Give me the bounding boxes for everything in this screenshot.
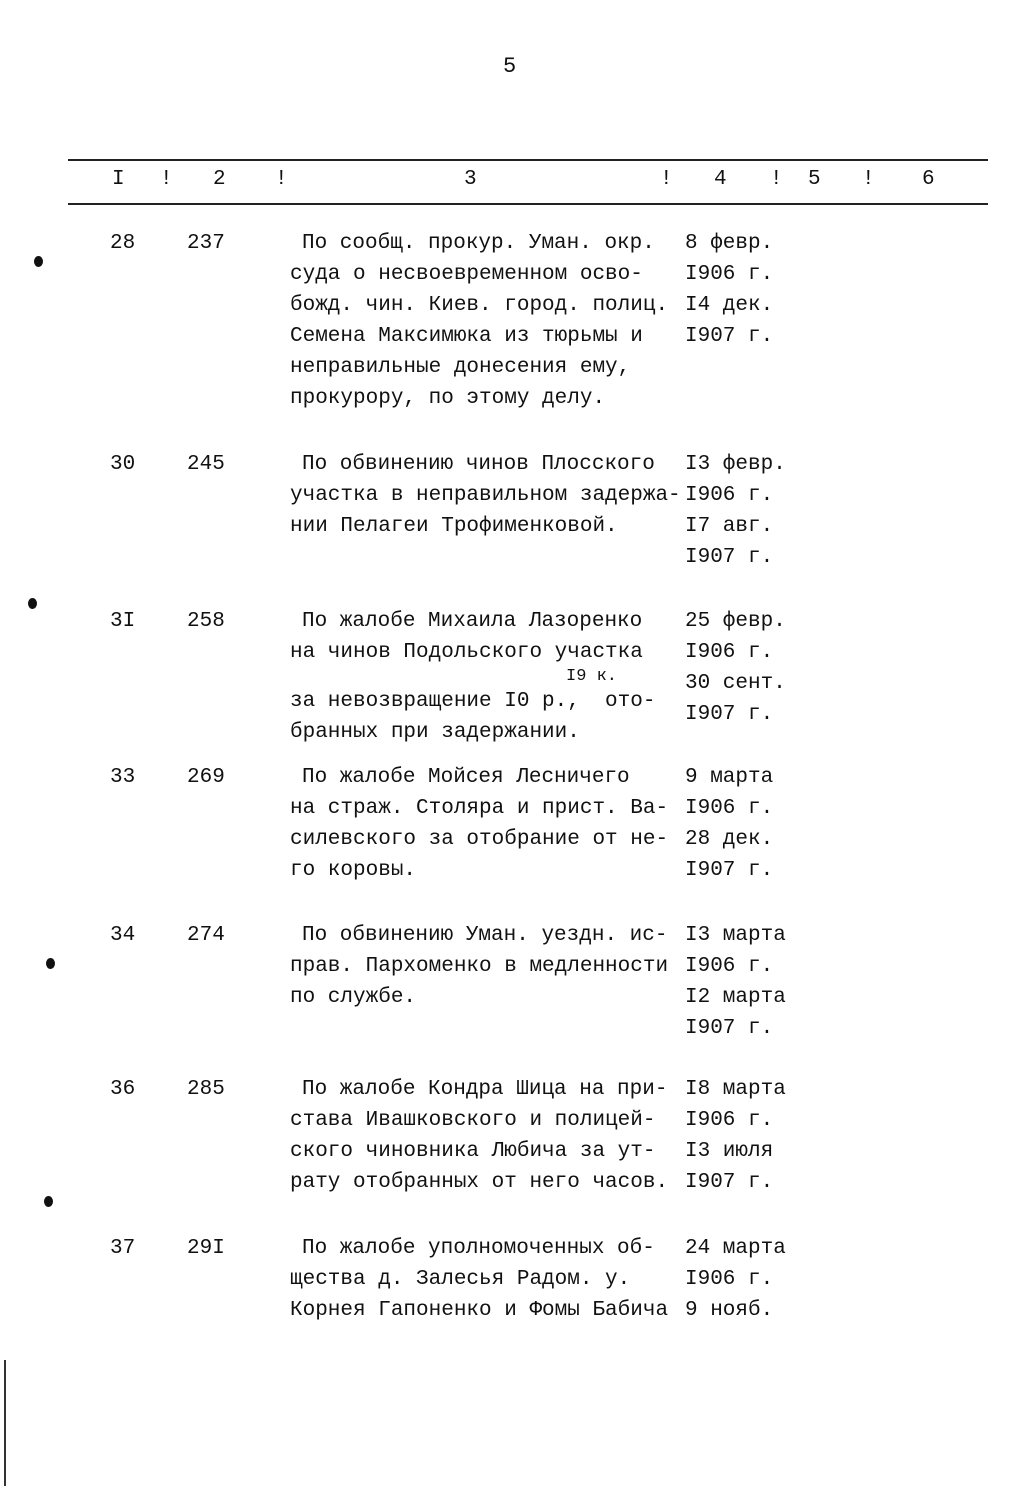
description-line: По жалобе Кондра Шица на при- [302,1078,668,1101]
column-separator: ! [660,168,673,191]
date-line: 24 марта [685,1237,786,1260]
description-line: щества д. Залесья Радом. у. [290,1268,631,1291]
date-line: I907 г. [685,325,774,348]
date-line: I907 г. [685,859,774,882]
entry-number: 36 [110,1078,136,1101]
description-line: По жалобе Михаила Лазоренко [302,610,643,633]
margin-edge [4,1360,6,1486]
description-line: по службе. [290,986,417,1009]
date-line: I907 г. [685,1017,774,1040]
file-number: 29I [187,1237,225,1260]
date-line: I906 г. [685,484,774,507]
date-line: I906 г. [685,1109,774,1132]
description-line: Корнея Гапоненко и Фомы Бабича [290,1299,669,1322]
description-line: По жалобе Мойсея Лесничего [302,766,630,789]
description-line: силевского за отобрание от не- [290,828,669,851]
column-header: 2 [213,168,226,191]
description-line: бранных при задержании. [290,721,580,744]
date-line: I8 марта [685,1078,786,1101]
description-line: прав. Пархоменко в медленности [290,955,669,978]
file-number: 274 [187,924,225,947]
table-top-rule [68,159,988,161]
date-line: I3 февр. [685,453,786,476]
file-number: 269 [187,766,225,789]
date-line: 9 марта [685,766,774,789]
description-line: нии Пелагеи Трофименковой. [290,515,618,538]
date-line: 30 сент. [685,672,786,695]
column-header: 5 [808,168,821,191]
column-separator: ! [275,168,288,191]
description-line: го коровы. [290,859,417,882]
description-line: прокурору, по этому делу. [290,387,606,410]
column-separator: ! [862,168,875,191]
entry-number: 37 [110,1237,136,1260]
date-line: 8 февр. [685,232,774,255]
description-line: неправильные донесения ему, [290,356,631,379]
column-header: 3 [464,168,477,191]
date-line: I7 авг. [685,515,774,538]
punch-hole-mark [34,256,43,267]
date-line: I2 марта [685,986,786,1009]
file-number: 285 [187,1078,225,1101]
punch-hole-mark [46,958,55,969]
description-line: Семена Максимюка из тюрьмы и [290,325,643,348]
date-line: I906 г. [685,641,774,664]
handwritten-insertion: I9 к. [566,667,618,686]
date-line: 28 дек. [685,828,774,851]
description-line: божд. чин. Киев. город. полиц. [290,294,669,317]
description-line: на чинов Подольского участка [290,641,643,664]
date-line: I907 г. [685,546,774,569]
file-number: 258 [187,610,225,633]
column-header: 4 [714,168,727,191]
column-separator: ! [770,168,783,191]
file-number: 237 [187,232,225,255]
description-line: По жалобе уполномоченных об- [302,1237,655,1260]
entry-number: 3I [110,610,136,633]
description-line: суда о несвоевременном осво- [290,263,643,286]
date-line: 9 нояб. [685,1299,774,1322]
column-header: 6 [922,168,935,191]
date-line: I906 г. [685,955,774,978]
description-line: По обвинению чинов Плосского [302,453,655,476]
date-line: I906 г. [685,797,774,820]
column-header: I [112,168,125,191]
description-line: рату отобранных от него часов. [290,1171,669,1194]
column-separator: ! [160,168,173,191]
date-line: I3 июля [685,1140,774,1163]
date-line: I3 марта [685,924,786,947]
entry-number: 34 [110,924,136,947]
date-line: I4 дек. [685,294,774,317]
description-line: на страж. Столяра и прист. Ва- [290,797,669,820]
punch-hole-mark [28,598,37,609]
date-line: 25 февр. [685,610,786,633]
entry-number: 33 [110,766,136,789]
entry-number: 28 [110,232,136,255]
file-number: 245 [187,453,225,476]
page-number: 5 [503,54,517,79]
description-line: за невозвращение I0 р., ото- [290,690,656,713]
punch-hole-mark [44,1196,53,1207]
entry-number: 30 [110,453,136,476]
table-header-rule [68,203,988,205]
description-line: участка в неправильном задержа- [290,484,681,507]
date-line: I907 г. [685,1171,774,1194]
description-line: По сообщ. прокур. Уман. окр. [302,232,655,255]
description-line: става Ивашковского и полицей- [290,1109,656,1132]
date-line: I906 г. [685,263,774,286]
description-line: ского чиновника Любича за ут- [290,1140,656,1163]
date-line: I906 г. [685,1268,774,1291]
description-line: По обвинению Уман. уездн. ис- [302,924,668,947]
date-line: I907 г. [685,703,774,726]
